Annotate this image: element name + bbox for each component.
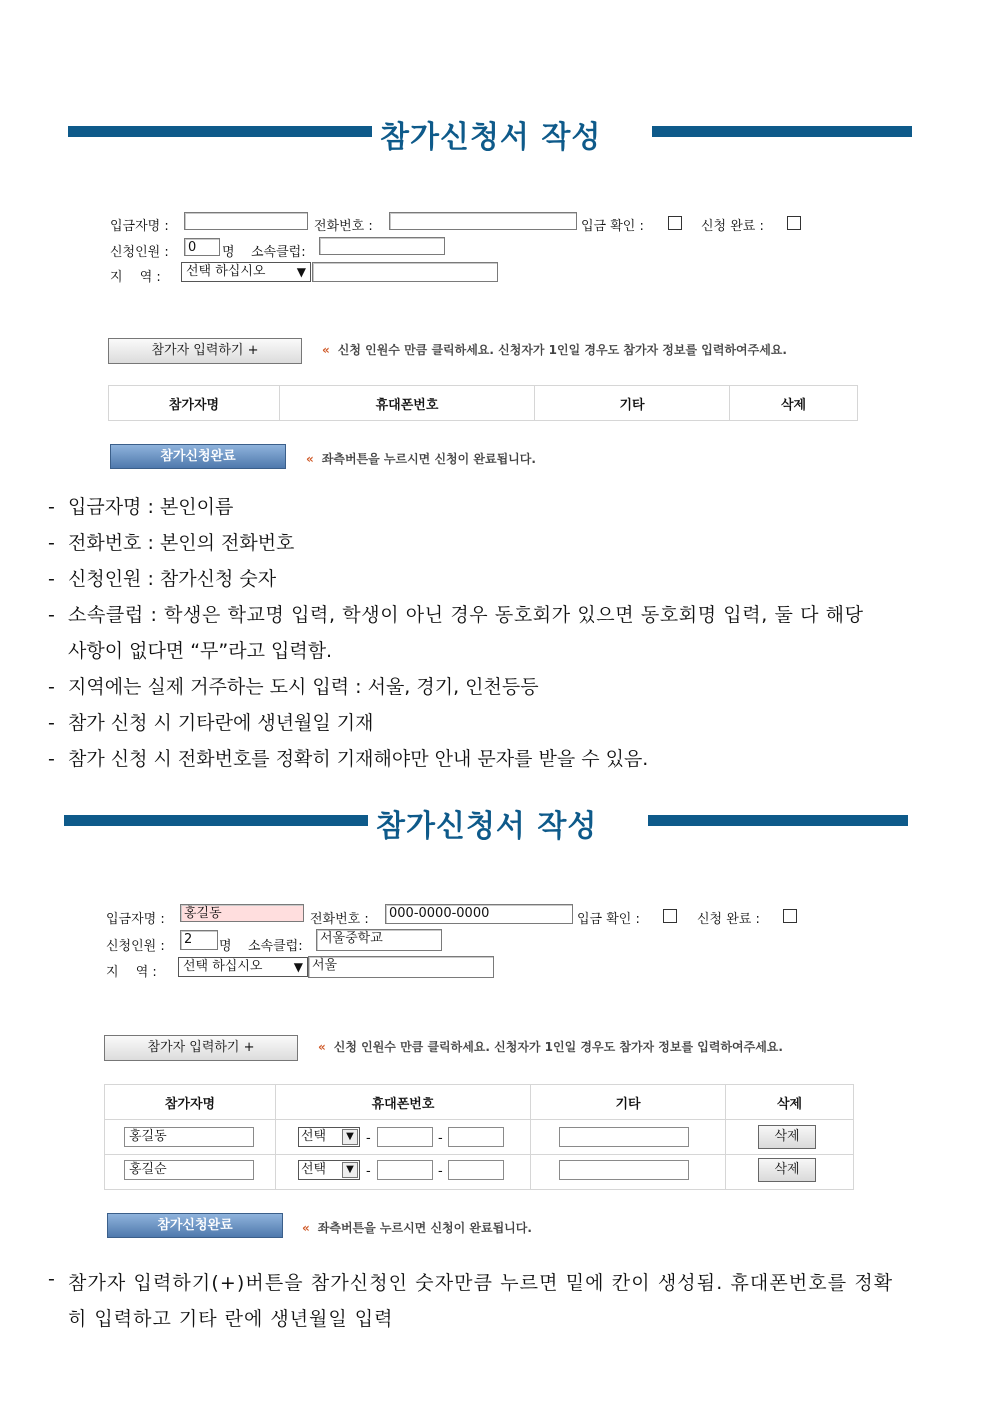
col-delete: 삭제 (726, 1085, 854, 1120)
hint-arrow-icon: « (302, 1221, 310, 1235)
col-etc: 기타 (531, 1085, 726, 1120)
submit-button[interactable]: 참가신청완료 (110, 444, 286, 469)
club-label: 소속클럽: (251, 245, 306, 260)
phone-dash: - (366, 1131, 371, 1146)
phone-label: 전화번호 : (314, 219, 373, 234)
region-select-value: 선택 하십시오 (183, 959, 263, 974)
table-header-row (109, 386, 858, 421)
add-participant-button[interactable]: 참가자 입력하기 + (108, 338, 302, 364)
region-select[interactable] (178, 957, 308, 977)
etc-input[interactable] (559, 1160, 689, 1180)
region-input[interactable]: 서울 (308, 956, 494, 978)
submit-hint (306, 450, 536, 467)
phone-prefix-select[interactable]: 선택 ▼ (298, 1127, 360, 1147)
final-note-line1: 참가자 입력하기(+)버튼을 참가신청인 숫자만큼 누르면 밑에 칸이 생성됨. 휴대폰번호를 정확 (68, 1272, 894, 1294)
heading-title: 참가신청서 작성 (380, 120, 602, 155)
add-hint (318, 1038, 783, 1055)
notes-list (48, 489, 948, 777)
phone-dash: - (438, 1131, 443, 1146)
col-name: 참가자명 (109, 386, 280, 421)
club-input[interactable]: 서울중학교 (316, 929, 442, 951)
heading-title: 참가신청서 작성 (376, 809, 598, 844)
col-phone: 휴대폰번호 (276, 1085, 531, 1120)
phone-label: 전화번호 : (310, 912, 369, 927)
note-item: - 지역에는 실제 거주하는 도시 입력 : 서울, 경기, 인천등등 (48, 676, 539, 698)
region-label: 지 역 : (106, 965, 157, 980)
note-item: - 전화번호 : 본인의 전화번호 (48, 532, 295, 554)
phone-middle-input[interactable] (377, 1127, 433, 1147)
count-label: 신청인원 : (106, 939, 165, 954)
chevron-down-icon: ▼ (296, 265, 306, 279)
count-unit: 명 (222, 245, 235, 260)
table-header-row (105, 1085, 854, 1120)
etc-input[interactable] (559, 1127, 689, 1147)
count-input[interactable]: 0 (184, 238, 220, 256)
heading-bar-left (68, 126, 372, 137)
payment-confirm-label: 입금 확인 : (581, 219, 644, 234)
club-input[interactable] (319, 237, 445, 255)
final-note-line2: 히 입력하고 기타 란에 생년월일 입력 (68, 1308, 394, 1330)
phone-dash: - (438, 1164, 443, 1179)
participants-table (108, 385, 858, 421)
phone-input[interactable] (389, 212, 577, 230)
section-heading-2 (64, 801, 908, 844)
heading-bar-right (652, 126, 912, 137)
note-item-continued: 사항이 없다면 “무”라고 입력함. (68, 640, 333, 662)
count-input[interactable]: 2 (180, 930, 218, 950)
heading-bar-left (64, 815, 368, 826)
club-label: 소속클럽: (248, 939, 303, 954)
region-select-value: 선택 하십시오 (186, 264, 266, 279)
note-item: - 참가 신청 시 기타란에 생년월일 기재 (48, 712, 374, 734)
depositor-label: 입금자명 : (106, 912, 165, 927)
apply-done-checkbox[interactable] (787, 216, 801, 230)
count-label: 신청인원 : (110, 245, 169, 260)
submit-hint (302, 1219, 532, 1236)
region-input[interactable] (312, 262, 498, 282)
participant-name-input[interactable]: 홍길동 (124, 1127, 254, 1147)
phone-last-input[interactable] (448, 1127, 504, 1147)
submit-hint-text: 좌측버튼을 누르시면 신청이 완료됩니다. (317, 1221, 532, 1235)
payment-confirm-checkbox[interactable] (663, 909, 677, 923)
note-item: - 소속클럽 : 학생은 학교명 입력, 학생이 아닌 경우 동호회가 있으면 동호회명 입력, 둘 다 해당 (48, 604, 864, 626)
phone-middle-input[interactable] (377, 1160, 433, 1180)
chevron-down-icon: ▼ (342, 1129, 358, 1145)
note-item: - 신청인원 : 참가신청 숫자 (48, 568, 277, 590)
final-note-dash: - (48, 1268, 55, 1290)
col-delete: 삭제 (730, 386, 858, 421)
hint-arrow-icon: « (306, 452, 314, 466)
phone-input[interactable]: 000-0000-0000 (385, 904, 573, 924)
depositor-input[interactable] (184, 212, 308, 230)
phone-prefix-select[interactable]: 선택 ▼ (298, 1160, 360, 1180)
phone-dash: - (366, 1164, 371, 1179)
payment-confirm-checkbox[interactable] (668, 216, 682, 230)
hint-arrow-icon: « (322, 343, 330, 357)
add-hint-text: 신청 인원수 만큼 클릭하세요. 신청자가 1인일 경우도 참가자 정보를 입력하여주세요. (337, 343, 787, 357)
delete-button[interactable]: 삭제 (758, 1125, 816, 1149)
apply-done-label: 신청 완료 : (697, 912, 760, 927)
hint-arrow-icon: « (318, 1040, 326, 1054)
depositor-input[interactable]: 홍길동 (180, 904, 304, 922)
region-select[interactable] (181, 262, 311, 282)
submit-button[interactable]: 참가신청완료 (107, 1213, 283, 1238)
note-item: - 참가 신청 시 전화번호를 정확히 기재해야만 안내 문자를 받을 수 있음. (48, 748, 649, 770)
delete-button[interactable]: 삭제 (758, 1158, 816, 1182)
participant-name-input[interactable]: 홍길순 (124, 1160, 254, 1180)
note-item: - 입금자명 : 본인이름 (48, 496, 234, 518)
region-label: 지 역 : (110, 270, 161, 285)
add-hint (322, 341, 787, 358)
phone-last-input[interactable] (448, 1160, 504, 1180)
chevron-down-icon: ▼ (293, 960, 303, 974)
submit-hint-text: 좌측버튼을 누르시면 신청이 완료됩니다. (321, 452, 536, 466)
col-etc: 기타 (535, 386, 730, 421)
add-hint-text: 신청 인원수 만큼 클릭하세요. 신청자가 1인일 경우도 참가자 정보를 입력하여주세요. (333, 1040, 783, 1054)
heading-bar-right (648, 815, 908, 826)
col-name: 참가자명 (105, 1085, 276, 1120)
count-unit: 명 (219, 939, 232, 954)
chevron-down-icon: ▼ (342, 1162, 358, 1178)
payment-confirm-label: 입금 확인 : (577, 912, 640, 927)
depositor-label: 입금자명 : (110, 219, 169, 234)
add-participant-button[interactable]: 참가자 입력하기 + (104, 1035, 298, 1061)
apply-done-checkbox[interactable] (783, 909, 797, 923)
apply-done-label: 신청 완료 : (701, 219, 764, 234)
col-phone: 휴대폰번호 (280, 386, 535, 421)
section-heading-1 (68, 112, 912, 155)
